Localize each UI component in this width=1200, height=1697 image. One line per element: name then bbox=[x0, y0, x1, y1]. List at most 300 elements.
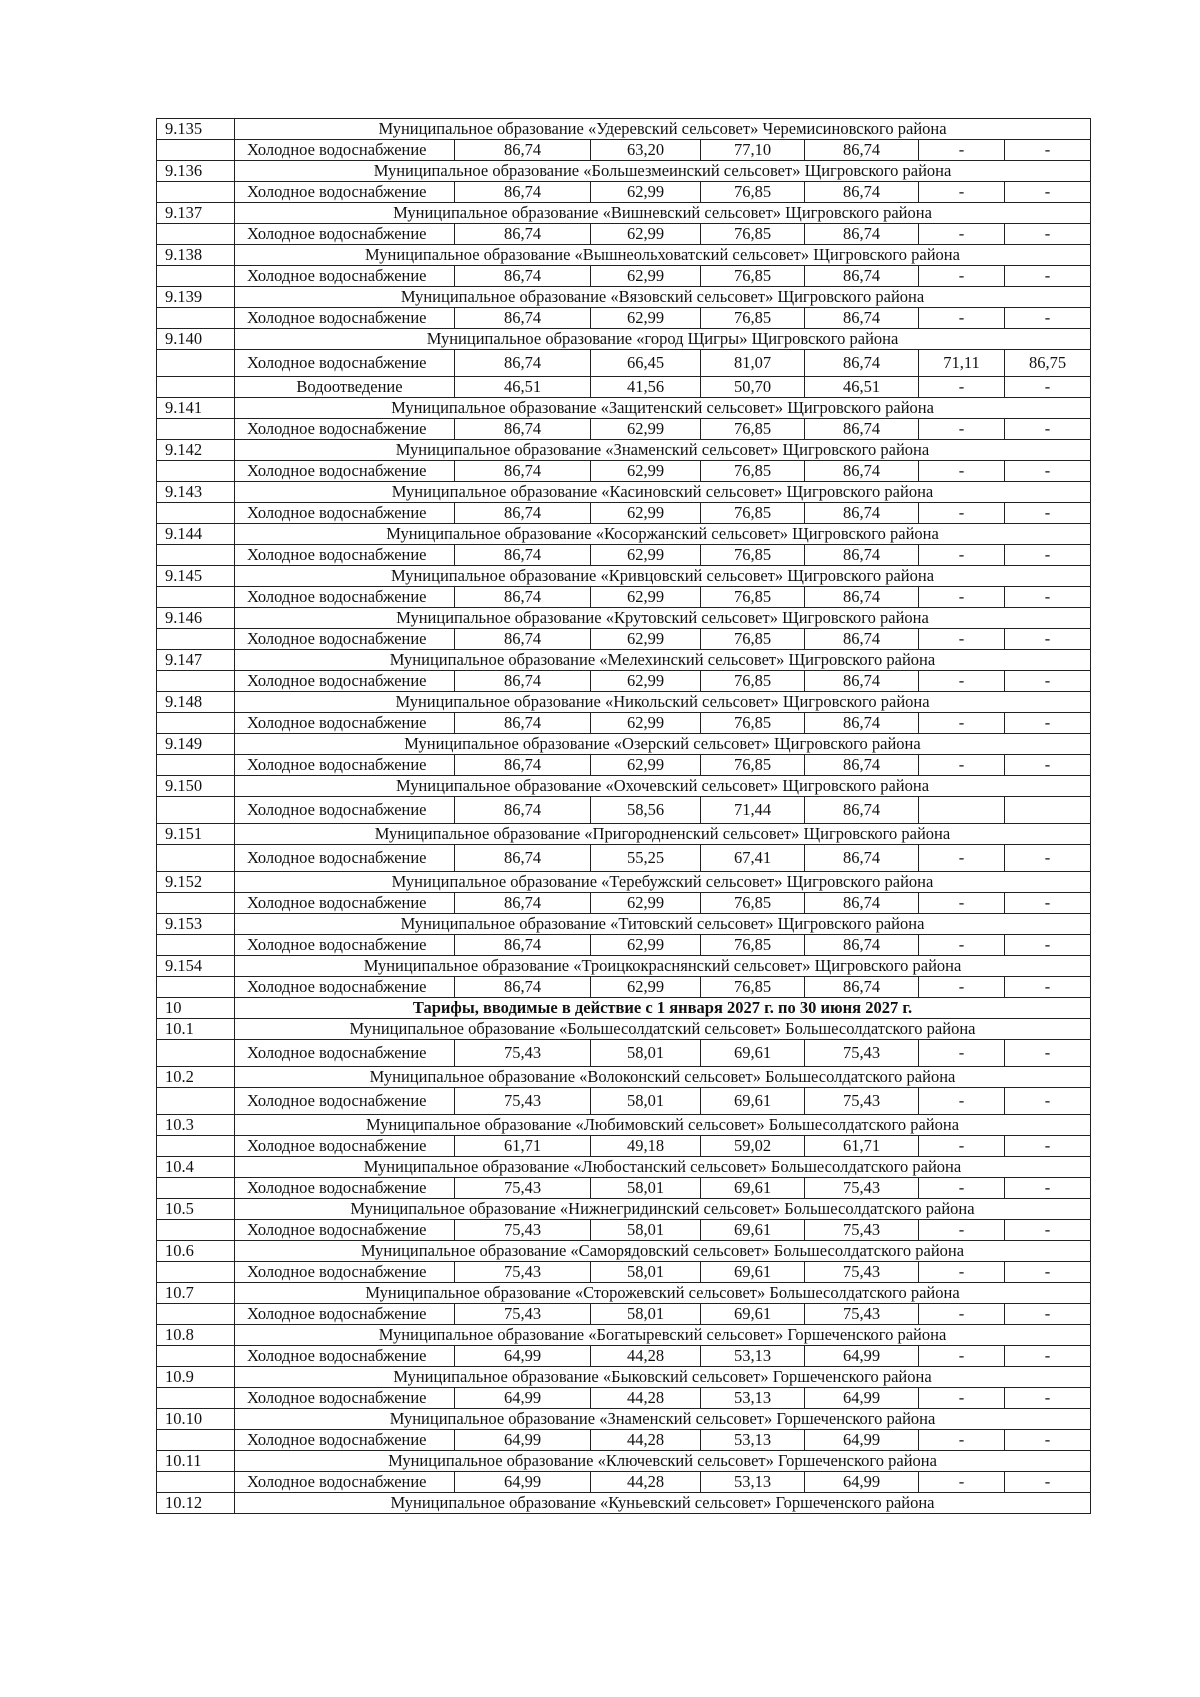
row-number: 9.152 bbox=[157, 872, 235, 893]
tariff-value-row bbox=[157, 419, 1091, 440]
tariff-value-2: 62,99 bbox=[591, 182, 701, 203]
service-name: Холодное водоснабжение bbox=[235, 308, 455, 329]
tariff-value-5: - bbox=[919, 1304, 1005, 1325]
tariff-value-5: - bbox=[919, 713, 1005, 734]
row-number-empty bbox=[157, 1262, 235, 1283]
municipality-title: Муниципальное образование «Знаменский сельсовет» Щигровского района bbox=[235, 440, 1091, 461]
row-number-empty bbox=[157, 503, 235, 524]
row-number: 10.11 bbox=[157, 1451, 235, 1472]
tariff-value-3: 76,85 bbox=[701, 224, 805, 245]
municipality-row bbox=[157, 1367, 1091, 1388]
municipality-row bbox=[157, 398, 1091, 419]
tariff-value-2: 62,99 bbox=[591, 893, 701, 914]
tariff-value-4: 86,74 bbox=[805, 182, 919, 203]
tariff-value-4: 61,71 bbox=[805, 1136, 919, 1157]
row-number: 9.146 bbox=[157, 608, 235, 629]
municipality-title: Муниципальное образование «Волоконский сельсовет» Большесолдатского района bbox=[235, 1067, 1091, 1088]
tariff-value-2: 63,20 bbox=[591, 140, 701, 161]
tariff-value-4: 86,74 bbox=[805, 140, 919, 161]
tariff-value-4: 86,74 bbox=[805, 587, 919, 608]
tariff-value-3: 76,85 bbox=[701, 545, 805, 566]
row-number: 10.2 bbox=[157, 1067, 235, 1088]
tariff-value-3: 69,61 bbox=[701, 1220, 805, 1241]
service-name: Холодное водоснабжение bbox=[235, 893, 455, 914]
tariff-value-row bbox=[157, 266, 1091, 287]
row-number: 10.10 bbox=[157, 1409, 235, 1430]
tariff-value-2: 58,01 bbox=[591, 1178, 701, 1199]
municipality-title: Муниципальное образование «город Щигры» Щигровского района bbox=[235, 329, 1091, 350]
tariff-value-3: 76,85 bbox=[701, 266, 805, 287]
row-number: 10.4 bbox=[157, 1157, 235, 1178]
row-number: 10.1 bbox=[157, 1019, 235, 1040]
service-name: Холодное водоснабжение bbox=[235, 224, 455, 245]
tariff-value-1: 86,74 bbox=[455, 503, 591, 524]
tariff-value-3: 59,02 bbox=[701, 1136, 805, 1157]
row-number-empty bbox=[157, 350, 235, 377]
row-number: 9.153 bbox=[157, 914, 235, 935]
tariff-value-row bbox=[157, 1262, 1091, 1283]
tariff-value-6: 86,75 bbox=[1005, 350, 1091, 377]
municipality-title: Муниципальное образование «Мелехинский сельсовет» Щигровского района bbox=[235, 650, 1091, 671]
tariff-value-3: 69,61 bbox=[701, 1040, 805, 1067]
tariff-value-5: - bbox=[919, 1472, 1005, 1493]
tariff-value-4: 86,74 bbox=[805, 224, 919, 245]
tariff-value-4: 46,51 bbox=[805, 377, 919, 398]
row-number: 9.140 bbox=[157, 329, 235, 350]
tariff-value-3: 76,85 bbox=[701, 713, 805, 734]
tariff-value-6: - bbox=[1005, 671, 1091, 692]
tariff-value-1: 86,74 bbox=[455, 587, 591, 608]
tariff-value-5: - bbox=[919, 1220, 1005, 1241]
tariff-value-4: 86,74 bbox=[805, 713, 919, 734]
tariff-value-2: 58,01 bbox=[591, 1040, 701, 1067]
row-number-empty bbox=[157, 1430, 235, 1451]
row-number-empty bbox=[157, 845, 235, 872]
tariff-value-row bbox=[157, 545, 1091, 566]
row-number: 9.147 bbox=[157, 650, 235, 671]
municipality-title: Муниципальное образование «Большесолдатский сельсовет» Большесолдатского района bbox=[235, 1019, 1091, 1040]
tariff-value-3: 77,10 bbox=[701, 140, 805, 161]
tariff-value-row bbox=[157, 461, 1091, 482]
tariff-value-1: 86,74 bbox=[455, 935, 591, 956]
tariff-value-row bbox=[157, 308, 1091, 329]
tariff-value-4: 86,74 bbox=[805, 503, 919, 524]
municipality-row bbox=[157, 203, 1091, 224]
tariff-value-5: - bbox=[919, 1088, 1005, 1115]
municipality-title: Муниципальное образование «Знаменский сельсовет» Горшеченского района bbox=[235, 1409, 1091, 1430]
tariff-value-3: 67,41 bbox=[701, 845, 805, 872]
tariff-value-2: 62,99 bbox=[591, 461, 701, 482]
tariff-value-4: 86,74 bbox=[805, 977, 919, 998]
row-number: 9.149 bbox=[157, 734, 235, 755]
tariff-value-3: 76,85 bbox=[701, 893, 805, 914]
municipality-row bbox=[157, 1409, 1091, 1430]
tariff-value-1: 86,74 bbox=[455, 266, 591, 287]
tariff-value-6: - bbox=[1005, 1430, 1091, 1451]
tariff-value-1: 86,74 bbox=[455, 629, 591, 650]
municipality-row bbox=[157, 1157, 1091, 1178]
tariff-value-2: 58,01 bbox=[591, 1304, 701, 1325]
tariff-value-1: 61,71 bbox=[455, 1136, 591, 1157]
tariff-value-1: 86,74 bbox=[455, 545, 591, 566]
municipality-row bbox=[157, 440, 1091, 461]
row-number: 9.136 bbox=[157, 161, 235, 182]
tariff-value-row bbox=[157, 1136, 1091, 1157]
tariff-value-5: - bbox=[919, 1388, 1005, 1409]
tariff-value-6: - bbox=[1005, 713, 1091, 734]
tariff-value-4: 86,74 bbox=[805, 419, 919, 440]
municipality-title: Муниципальное образование «Озерский сельсовет» Щигровского района bbox=[235, 734, 1091, 755]
tariff-value-6: - bbox=[1005, 1220, 1091, 1241]
tariff-value-row bbox=[157, 893, 1091, 914]
tariff-value-row bbox=[157, 755, 1091, 776]
tariff-value-row bbox=[157, 671, 1091, 692]
tariff-value-5: - bbox=[919, 461, 1005, 482]
service-name: Холодное водоснабжение bbox=[235, 713, 455, 734]
municipality-title: Муниципальное образование «Богатыревский сельсовет» Горшеченского района bbox=[235, 1325, 1091, 1346]
tariff-value-5: - bbox=[919, 755, 1005, 776]
tariff-value-6: - bbox=[1005, 1472, 1091, 1493]
tariff-value-6: - bbox=[1005, 503, 1091, 524]
municipality-row bbox=[157, 1241, 1091, 1262]
municipality-title: Муниципальное образование «Любостанский сельсовет» Большесолдатского района bbox=[235, 1157, 1091, 1178]
tariff-value-row bbox=[157, 977, 1091, 998]
row-number-empty bbox=[157, 545, 235, 566]
row-number: 9.150 bbox=[157, 776, 235, 797]
tariff-value-2: 62,99 bbox=[591, 671, 701, 692]
row-number: 10.3 bbox=[157, 1115, 235, 1136]
tariff-value-5: - bbox=[919, 977, 1005, 998]
row-number-empty bbox=[157, 224, 235, 245]
row-number-empty bbox=[157, 629, 235, 650]
tariff-value-1: 86,74 bbox=[455, 350, 591, 377]
row-number-empty bbox=[157, 377, 235, 398]
tariff-value-2: 62,99 bbox=[591, 587, 701, 608]
service-name: Холодное водоснабжение bbox=[235, 140, 455, 161]
tariff-value-row bbox=[157, 1304, 1091, 1325]
tariff-value-3: 69,61 bbox=[701, 1178, 805, 1199]
tariff-value-5: - bbox=[919, 1040, 1005, 1067]
municipality-row bbox=[157, 1451, 1091, 1472]
municipality-title: Муниципальное образование «Нижнегридинский сельсовет» Большесолдатского района bbox=[235, 1199, 1091, 1220]
tariff-value-4: 86,74 bbox=[805, 797, 919, 824]
row-number: 9.139 bbox=[157, 287, 235, 308]
tariff-value-2: 62,99 bbox=[591, 545, 701, 566]
municipality-title: Муниципальное образование «Сторожевский сельсовет» Большесолдатского района bbox=[235, 1283, 1091, 1304]
tariff-value-5: - bbox=[919, 308, 1005, 329]
row-number: 9.135 bbox=[157, 119, 235, 140]
tariff-value-2: 62,99 bbox=[591, 713, 701, 734]
service-name: Холодное водоснабжение bbox=[235, 182, 455, 203]
tariff-value-6: - bbox=[1005, 1262, 1091, 1283]
section-title: Тарифы, вводимые в действие с 1 января 2027 г. по 30 июня 2027 г. bbox=[235, 998, 1091, 1019]
tariff-value-5: - bbox=[919, 845, 1005, 872]
service-name: Холодное водоснабжение bbox=[235, 1430, 455, 1451]
tariff-value-1: 75,43 bbox=[455, 1220, 591, 1241]
municipality-row bbox=[157, 1067, 1091, 1088]
tariff-value-row bbox=[157, 1088, 1091, 1115]
row-number-empty bbox=[157, 1304, 235, 1325]
tariff-value-2: 44,28 bbox=[591, 1430, 701, 1451]
row-number-empty bbox=[157, 266, 235, 287]
tariff-value-5: - bbox=[919, 503, 1005, 524]
tariff-value-1: 86,74 bbox=[455, 797, 591, 824]
tariff-value-5: - bbox=[919, 224, 1005, 245]
service-name: Холодное водоснабжение bbox=[235, 503, 455, 524]
tariff-value-3: 81,07 bbox=[701, 350, 805, 377]
municipality-row bbox=[157, 566, 1091, 587]
row-number-empty bbox=[157, 140, 235, 161]
tariff-value-1: 75,43 bbox=[455, 1088, 591, 1115]
tariff-value-1: 86,74 bbox=[455, 977, 591, 998]
tariff-value-1: 86,74 bbox=[455, 461, 591, 482]
municipality-title: Муниципальное образование «Троицкокраснянский сельсовет» Щигровского района bbox=[235, 956, 1091, 977]
row-number: 9.151 bbox=[157, 824, 235, 845]
row-number: 10.12 bbox=[157, 1493, 235, 1514]
tariff-value-row bbox=[157, 1178, 1091, 1199]
service-name: Холодное водоснабжение bbox=[235, 1040, 455, 1067]
municipality-title: Муниципальное образование «Ключевский сельсовет» Горшеченского района bbox=[235, 1451, 1091, 1472]
tariff-value-1: 75,43 bbox=[455, 1304, 591, 1325]
tariff-value-6: - bbox=[1005, 845, 1091, 872]
service-name: Холодное водоснабжение bbox=[235, 1136, 455, 1157]
tariff-value-6: - bbox=[1005, 377, 1091, 398]
service-name: Холодное водоснабжение bbox=[235, 1388, 455, 1409]
municipality-title: Муниципальное образование «Касиновский сельсовет» Щигровского района bbox=[235, 482, 1091, 503]
municipality-title: Муниципальное образование «Куньевский сельсовет» Горшеченского района bbox=[235, 1493, 1091, 1514]
service-name: Холодное водоснабжение bbox=[235, 1346, 455, 1367]
section-header-row bbox=[157, 998, 1091, 1019]
tariff-table-body bbox=[157, 119, 1091, 1514]
tariff-value-row bbox=[157, 1388, 1091, 1409]
row-number: 9.142 bbox=[157, 440, 235, 461]
row-number-empty bbox=[157, 182, 235, 203]
row-number: 10.5 bbox=[157, 1199, 235, 1220]
municipality-row bbox=[157, 161, 1091, 182]
tariff-value-row bbox=[157, 845, 1091, 872]
service-name: Холодное водоснабжение bbox=[235, 461, 455, 482]
municipality-title: Муниципальное образование «Вязовский сельсовет» Щигровского района bbox=[235, 287, 1091, 308]
tariff-value-1: 86,74 bbox=[455, 893, 591, 914]
tariff-value-6: - bbox=[1005, 419, 1091, 440]
tariff-value-2: 62,99 bbox=[591, 308, 701, 329]
service-name: Холодное водоснабжение bbox=[235, 545, 455, 566]
tariff-value-2: 44,28 bbox=[591, 1388, 701, 1409]
service-name: Холодное водоснабжение bbox=[235, 266, 455, 287]
tariff-value-1: 86,74 bbox=[455, 419, 591, 440]
tariff-value-4: 75,43 bbox=[805, 1262, 919, 1283]
tariff-value-5: - bbox=[919, 1136, 1005, 1157]
row-number: 9.138 bbox=[157, 245, 235, 266]
municipality-title: Муниципальное образование «Теребужский сельсовет» Щигровского района bbox=[235, 872, 1091, 893]
municipality-row bbox=[157, 824, 1091, 845]
tariff-value-3: 76,85 bbox=[701, 419, 805, 440]
tariff-value-5: - bbox=[919, 935, 1005, 956]
municipality-row bbox=[157, 524, 1091, 545]
tariff-value-5: - bbox=[919, 266, 1005, 287]
municipality-title: Муниципальное образование «Вишневский сельсовет» Щигровского района bbox=[235, 203, 1091, 224]
row-number-empty bbox=[157, 419, 235, 440]
tariff-value-row bbox=[157, 503, 1091, 524]
tariff-value-2: 62,99 bbox=[591, 755, 701, 776]
tariff-value-row bbox=[157, 1346, 1091, 1367]
tariff-value-4: 86,74 bbox=[805, 935, 919, 956]
tariff-value-row bbox=[157, 935, 1091, 956]
service-name: Холодное водоснабжение bbox=[235, 845, 455, 872]
tariff-value-6: - bbox=[1005, 224, 1091, 245]
tariff-value-3: 76,85 bbox=[701, 755, 805, 776]
tariff-value-row bbox=[157, 797, 1091, 824]
tariff-value-4: 86,74 bbox=[805, 755, 919, 776]
tariff-document-page bbox=[156, 118, 1090, 1514]
service-name: Холодное водоснабжение bbox=[235, 587, 455, 608]
tariff-value-1: 86,74 bbox=[455, 713, 591, 734]
tariff-value-4: 64,99 bbox=[805, 1388, 919, 1409]
tariff-value-2: 62,99 bbox=[591, 419, 701, 440]
tariff-value-4: 86,74 bbox=[805, 629, 919, 650]
tariff-value-1: 75,43 bbox=[455, 1040, 591, 1067]
tariff-value-1: 86,74 bbox=[455, 224, 591, 245]
tariff-value-6: - bbox=[1005, 1136, 1091, 1157]
tariff-value-5: - bbox=[919, 1430, 1005, 1451]
municipality-row bbox=[157, 119, 1091, 140]
tariff-value-5: - bbox=[919, 587, 1005, 608]
municipality-title: Муниципальное образование «Крутовский сельсовет» Щигровского района bbox=[235, 608, 1091, 629]
row-number-empty bbox=[157, 1388, 235, 1409]
row-number: 9.148 bbox=[157, 692, 235, 713]
tariff-value-5 bbox=[919, 797, 1005, 824]
tariff-value-row bbox=[157, 1430, 1091, 1451]
tariff-value-5: - bbox=[919, 1346, 1005, 1367]
tariff-value-1: 86,74 bbox=[455, 308, 591, 329]
row-number-empty bbox=[157, 797, 235, 824]
tariff-value-2: 62,99 bbox=[591, 503, 701, 524]
municipality-title: Муниципальное образование «Косоржанский сельсовет» Щигровского района bbox=[235, 524, 1091, 545]
tariff-value-3: 53,13 bbox=[701, 1430, 805, 1451]
row-number-empty bbox=[157, 755, 235, 776]
tariff-value-3: 76,85 bbox=[701, 629, 805, 650]
municipality-title: Муниципальное образование «Быковский сельсовет» Горшеченского района bbox=[235, 1367, 1091, 1388]
tariff-value-1: 86,74 bbox=[455, 140, 591, 161]
tariff-value-3: 69,61 bbox=[701, 1304, 805, 1325]
tariff-value-2: 58,01 bbox=[591, 1220, 701, 1241]
service-name: Холодное водоснабжение bbox=[235, 755, 455, 776]
row-number-empty bbox=[157, 1220, 235, 1241]
tariff-value-6: - bbox=[1005, 266, 1091, 287]
service-name: Холодное водоснабжение bbox=[235, 1220, 455, 1241]
tariff-value-2: 62,99 bbox=[591, 935, 701, 956]
tariff-value-4: 86,74 bbox=[805, 845, 919, 872]
service-name: Холодное водоснабжение bbox=[235, 350, 455, 377]
row-number-empty bbox=[157, 893, 235, 914]
row-number: 10.9 bbox=[157, 1367, 235, 1388]
service-name: Холодное водоснабжение bbox=[235, 1304, 455, 1325]
tariff-value-4: 86,74 bbox=[805, 461, 919, 482]
tariff-value-1: 64,99 bbox=[455, 1430, 591, 1451]
tariff-value-5: - bbox=[919, 1262, 1005, 1283]
tariff-value-4: 75,43 bbox=[805, 1088, 919, 1115]
tariff-value-1: 86,74 bbox=[455, 755, 591, 776]
municipality-row bbox=[157, 1493, 1091, 1514]
municipality-row bbox=[157, 956, 1091, 977]
row-number: 9.141 bbox=[157, 398, 235, 419]
tariff-value-6: - bbox=[1005, 1040, 1091, 1067]
tariff-value-3: 76,85 bbox=[701, 671, 805, 692]
tariff-value-1: 86,74 bbox=[455, 671, 591, 692]
tariff-value-3: 69,61 bbox=[701, 1088, 805, 1115]
tariff-value-2: 55,25 bbox=[591, 845, 701, 872]
tariff-value-5: - bbox=[919, 140, 1005, 161]
row-number: 10.7 bbox=[157, 1283, 235, 1304]
municipality-row bbox=[157, 776, 1091, 797]
row-number-empty bbox=[157, 977, 235, 998]
tariff-value-4: 64,99 bbox=[805, 1472, 919, 1493]
tariff-value-3: 76,85 bbox=[701, 461, 805, 482]
municipality-title: Муниципальное образование «Пригородненский сельсовет» Щигровского района bbox=[235, 824, 1091, 845]
municipality-title: Муниципальное образование «Саморядовский сельсовет» Большесолдатского района bbox=[235, 1241, 1091, 1262]
service-name: Холодное водоснабжение bbox=[235, 419, 455, 440]
row-number-empty bbox=[157, 1136, 235, 1157]
municipality-title: Муниципальное образование «Вышнеольховатский сельсовет» Щигровского района bbox=[235, 245, 1091, 266]
tariff-table bbox=[156, 118, 1091, 1514]
tariff-value-2: 44,28 bbox=[591, 1346, 701, 1367]
tariff-value-6: - bbox=[1005, 629, 1091, 650]
municipality-title: Муниципальное образование «Охочевский сельсовет» Щигровского района bbox=[235, 776, 1091, 797]
tariff-value-6: - bbox=[1005, 1178, 1091, 1199]
service-name: Холодное водоснабжение bbox=[235, 1088, 455, 1115]
service-name: Холодное водоснабжение bbox=[235, 797, 455, 824]
row-number: 10 bbox=[157, 998, 235, 1019]
tariff-value-6 bbox=[1005, 797, 1091, 824]
municipality-row bbox=[157, 734, 1091, 755]
tariff-value-row bbox=[157, 1040, 1091, 1067]
tariff-value-3: 69,61 bbox=[701, 1262, 805, 1283]
tariff-value-3: 76,85 bbox=[701, 935, 805, 956]
tariff-value-6: - bbox=[1005, 1388, 1091, 1409]
municipality-row bbox=[157, 482, 1091, 503]
row-number-empty bbox=[157, 1088, 235, 1115]
municipality-title: Муниципальное образование «Удеревский сельсовет» Черемисиновского района bbox=[235, 119, 1091, 140]
tariff-value-2: 58,56 bbox=[591, 797, 701, 824]
tariff-value-2: 58,01 bbox=[591, 1088, 701, 1115]
tariff-value-5: - bbox=[919, 419, 1005, 440]
service-name: Холодное водоснабжение bbox=[235, 1178, 455, 1199]
row-number-empty bbox=[157, 1346, 235, 1367]
tariff-value-2: 49,18 bbox=[591, 1136, 701, 1157]
tariff-value-6: - bbox=[1005, 308, 1091, 329]
tariff-value-1: 64,99 bbox=[455, 1388, 591, 1409]
tariff-value-4: 86,74 bbox=[805, 350, 919, 377]
tariff-value-5: - bbox=[919, 1178, 1005, 1199]
tariff-value-row bbox=[157, 224, 1091, 245]
tariff-value-6: - bbox=[1005, 977, 1091, 998]
tariff-value-4: 75,43 bbox=[805, 1178, 919, 1199]
tariff-value-row bbox=[157, 713, 1091, 734]
tariff-value-6: - bbox=[1005, 545, 1091, 566]
tariff-value-2: 41,56 bbox=[591, 377, 701, 398]
row-number: 9.143 bbox=[157, 482, 235, 503]
tariff-value-row bbox=[157, 629, 1091, 650]
tariff-value-5: - bbox=[919, 893, 1005, 914]
municipality-row bbox=[157, 608, 1091, 629]
tariff-value-6: - bbox=[1005, 587, 1091, 608]
row-number: 9.137 bbox=[157, 203, 235, 224]
service-name: Холодное водоснабжение bbox=[235, 1472, 455, 1493]
tariff-value-1: 86,74 bbox=[455, 182, 591, 203]
tariff-value-row bbox=[157, 182, 1091, 203]
municipality-row bbox=[157, 1115, 1091, 1136]
tariff-value-1: 75,43 bbox=[455, 1262, 591, 1283]
